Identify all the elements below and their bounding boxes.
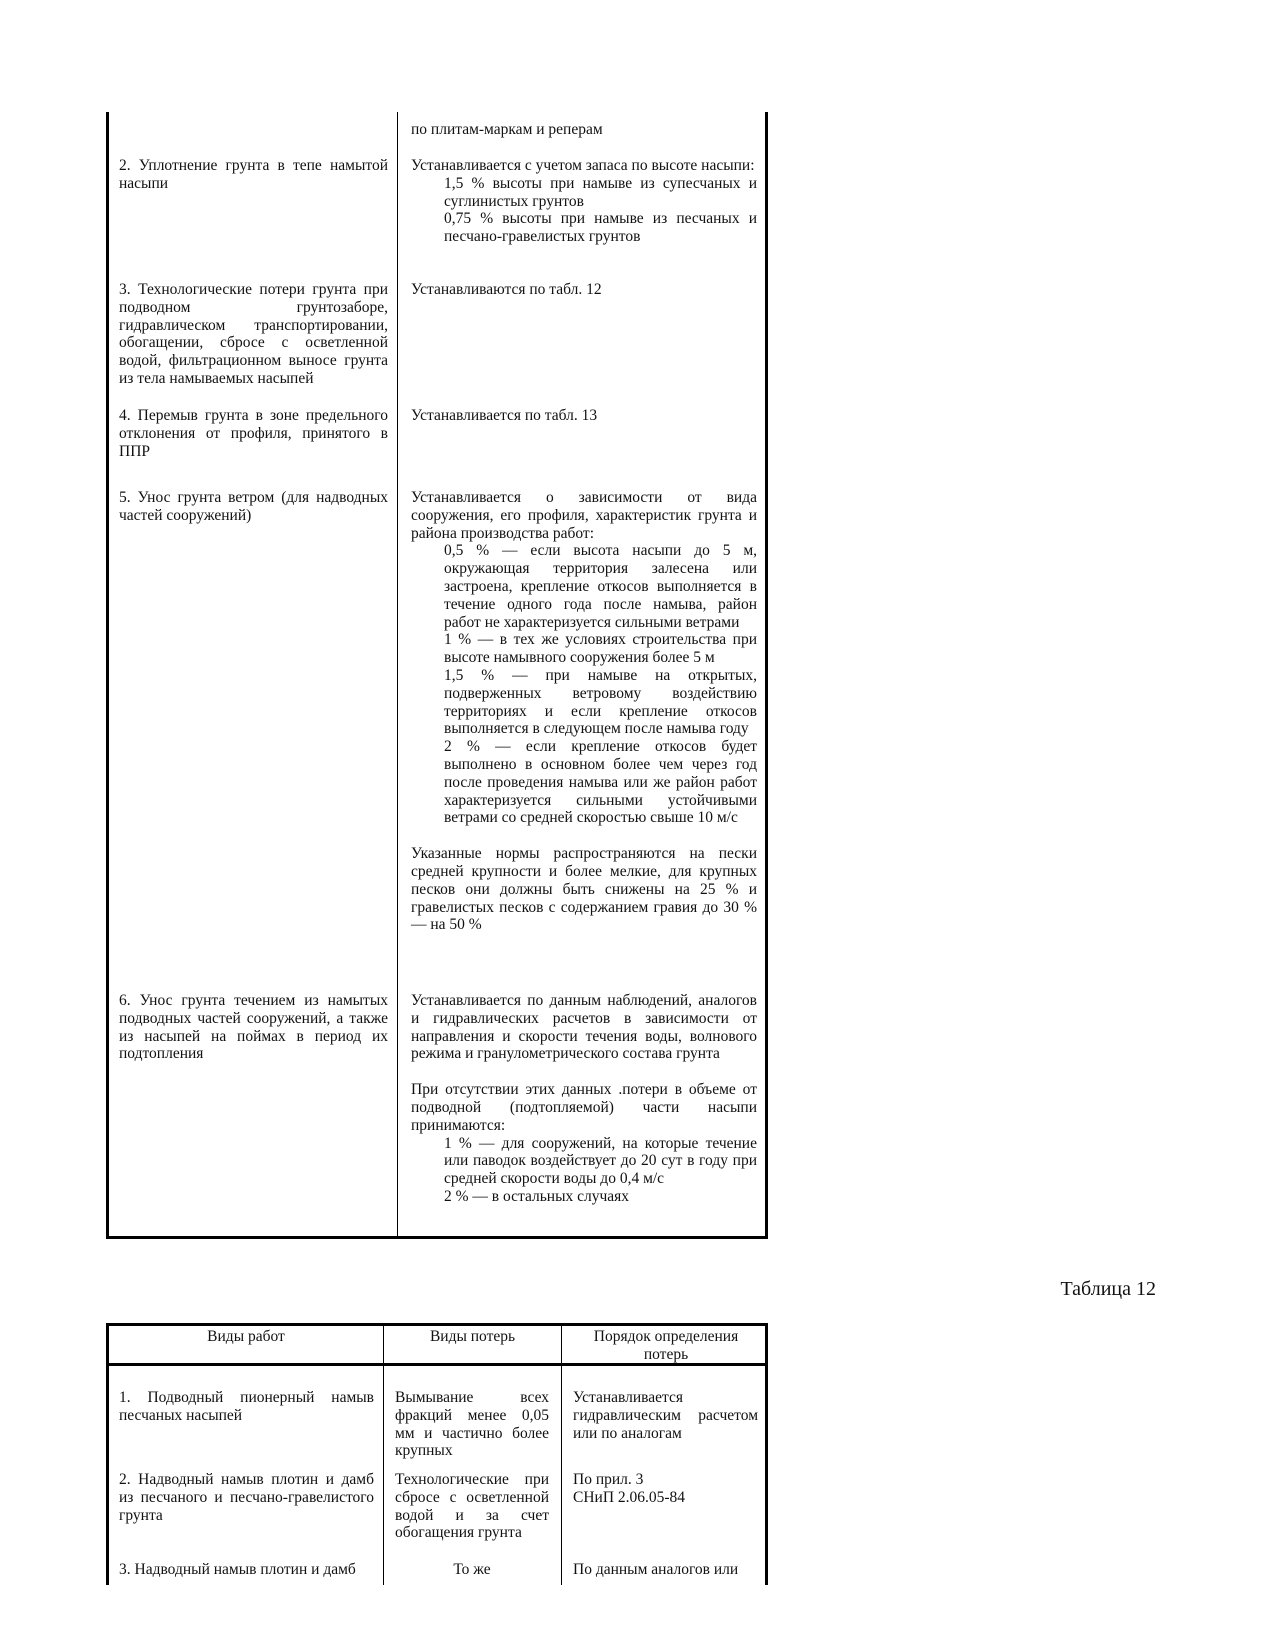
- work-type-cell: 2. Надводный намыв плотин и дамб из песчаного и песчано-гравелистого грунта: [119, 1471, 374, 1524]
- loss-type-cell: То же: [453, 1561, 491, 1578]
- rule-note: Указанные нормы распространяются на пески средней крупности и более мелкие, для крупных песков они должны быть снижены на 25 % и гравелистых песков с содержанием гравия до 30 % — на 50 %: [411, 845, 757, 934]
- losses-table: [106, 112, 768, 1239]
- table-12: [106, 1323, 768, 1585]
- column-divider: [397, 112, 398, 1239]
- rule-point: 0,75 % высоты при намыве из песчаных и песчано-гравелистых грунтов: [444, 210, 757, 246]
- work-type-cell: 3. Надводный намыв плотин и дамб: [119, 1561, 356, 1578]
- table-caption: Таблица 12: [1060, 1278, 1156, 1300]
- row-rule-secondary: При отсутствии этих данных .потери в объеме от подводной (подтопляемой) части насыпи принимаются:: [411, 1081, 757, 1134]
- loss-type-cell: Вымывание всех фракций менее 0,05 мм и частично более крупных: [395, 1389, 549, 1460]
- column-header: Порядок определения потерь: [593, 1328, 739, 1363]
- column-header: Виды потерь: [429, 1328, 516, 1345]
- rule-point: 1 % — для сооружений, на которые течение или паводок воздействует до 20 сут в году при средней скорости воды до 0,4 м/с: [444, 1134, 757, 1188]
- procedure-cell: По данным аналогов или: [573, 1561, 739, 1578]
- row-rule: Устанавливаются по табл. 12: [411, 281, 602, 298]
- table-right-border: [765, 112, 768, 1239]
- row-rule: Устанавливается по данным наблюдений, аналогов и гидравлических расчетов в зависимости от направления и скорости течения воды, волнового режима и гранулометрического состава грунта: [411, 992, 757, 1063]
- rule-point: 0,5 % — если высота насыпи до 5 м, окружающая территория залесена или застроена, крепление откосов выполняется в течение одного года после намыва, район работ не характеризуется сильными ветрами: [444, 542, 757, 631]
- row-rule: Устанавливается с учетом запаса по высоте насыпи:: [411, 157, 755, 174]
- top-fragment-text: по плитам-маркам и реперам: [411, 121, 603, 138]
- table-left-border: [106, 112, 109, 1239]
- rule-point: 1 % — в тех же условиях строительства при высоте намывного сооружения более 5 м: [444, 631, 757, 667]
- row-rule: Устанавливается о зависимости от вида сооружения, его профиля, характеристик грунта и района производства работ:: [411, 489, 757, 542]
- row-item: 2. Уплотнение грунта в тепе намытой насыпи: [119, 157, 388, 192]
- rule-point: 2 % — в остальных случаях: [444, 1187, 630, 1205]
- row-item: 5. Унос грунта ветром (для надводных частей сооружений): [119, 489, 388, 524]
- procedure-cell: По прил. 3 СНиП 2.06.05-84: [573, 1471, 686, 1506]
- table-bottom-border: [106, 1236, 768, 1239]
- work-type-cell: 1. Подводный пионерный намыв песчаных насыпей: [119, 1389, 374, 1424]
- procedure-cell: Устанавливается гидравлическим расчетом или по аналогам: [573, 1389, 758, 1442]
- rule-point: 1,5 % — при намыве на открытых, подверженных ветровому воздействию территориях и если крепление откосов выполняется в следующем после намыва году: [444, 666, 757, 738]
- row-rule: Устанавливается по табл. 13: [411, 407, 598, 424]
- rule-point: 2 % — если крепление откосов будет выполнено в основном более чем через год после проведения намыва или же район работ характеризуется сильными устойчивыми ветрами со средней скоростью свыше 10 м/с: [444, 738, 757, 827]
- row-item: 6. Унос грунта течением из намытых подводных частей сооружений, а также из насыпей на поймах в период их подтопления: [119, 992, 388, 1063]
- row-item: 4. Перемыв грунта в зоне предельного отклонения от профиля, принятого в ППР: [119, 407, 388, 460]
- row-item: 3. Технологические потери грунта при подводном грунтозаборе, гидравлическом транспортировании, обогащении, сбросе с осветленной водой, фильтрационном выносе грунта из тела намываемых насыпей: [119, 281, 388, 387]
- column-header: Виды работ: [207, 1328, 285, 1345]
- rule-point: 1,5 % высоты при намыве из супесчаных и суглинистых грунтов: [444, 174, 757, 210]
- loss-type-cell: Технологические при сбросе с осветленной водой и за счет обогащения грунта: [395, 1471, 549, 1542]
